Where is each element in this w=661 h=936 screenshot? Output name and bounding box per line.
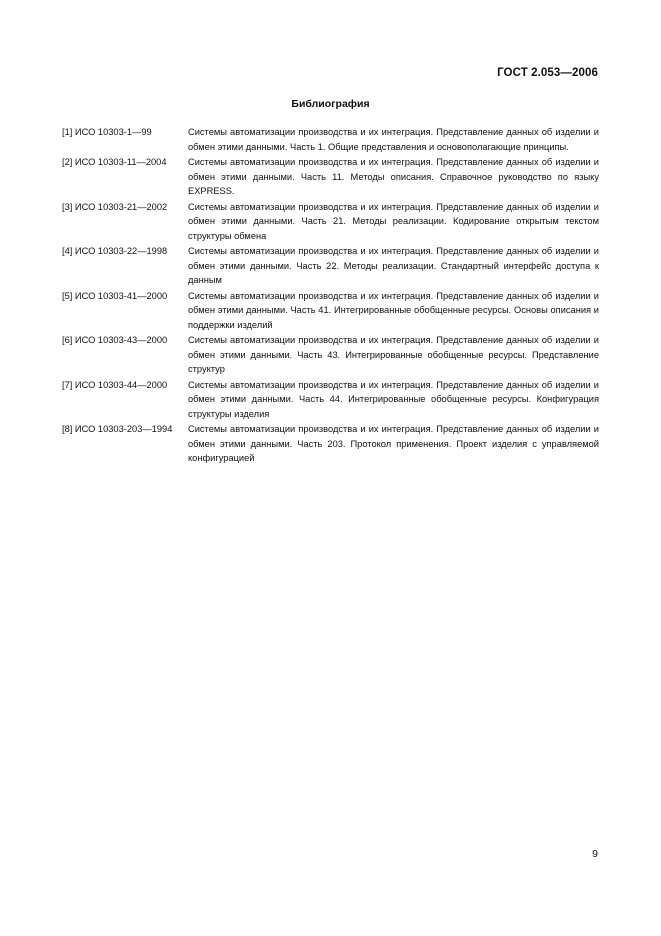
entry-description: Системы автоматизации производства и их интеграция. Представление данных об изделии и обмен этими данными. Часть 41. Интегрированные обобщенные ресурсы. Основы описания и поддержки изделий bbox=[188, 290, 599, 330]
bibliography-list bbox=[62, 125, 599, 467]
page-title: Библиография bbox=[291, 98, 370, 110]
entry-reference: [7] ИСО 10303-44—2000 bbox=[62, 379, 168, 390]
entry-description: Системы автоматизации производства и их интеграция. Представление данных об изделии и обмен этими данными. Часть 22. Методы реализации. Стандартный интерфейс доступа к данным bbox=[188, 246, 599, 285]
bibliography-entry bbox=[62, 244, 599, 288]
entry-reference: [8] ИСО 10303-203—1994 bbox=[62, 424, 173, 434]
entry-description: Системы автоматизации производства и их интеграция. Представление данных об изделии и обмен этими данными. Часть 44. Интегрированные обобщенные ресурсы. Конфигурация структуры изделия bbox=[188, 379, 599, 419]
bibliography-entry bbox=[62, 125, 599, 154]
entry-reference: [4] ИСО 10303-22—1998 bbox=[62, 246, 168, 256]
entry-reference: [3] ИСО 10303-21—2002 bbox=[62, 201, 168, 212]
entry-description: Системы автоматизации производства и их интеграция. Представление данных об изделии и обмен этими данными. Часть 21. Методы реализации. Кодирование открытым текстом структуры обмена bbox=[188, 201, 599, 241]
entry-description: Системы автоматизации производства и их интеграция. Представление данных об изделии и обмен этими данными. Часть 203. Протокол применения. Проект изделия с управляемой конфигурацией bbox=[188, 424, 599, 463]
bibliography-entry bbox=[62, 289, 599, 333]
bibliography-entry bbox=[62, 422, 599, 466]
document-code: ГОСТ 2.053—2006 bbox=[497, 67, 598, 79]
entry-reference: [2] ИСО 10303-11—2004 bbox=[62, 157, 167, 167]
entry-description: Системы автоматизации производства и их интеграция. Представление данных об изделии и обмен этими данными. Часть 1. Общие представления и основополагающие принципы. bbox=[188, 127, 599, 152]
entry-description: Системы автоматизации производства и их интеграция. Представление данных об изделии и обмен этими данными. Часть 43. Интегрированные обобщенные ресурсы. Представление структур bbox=[188, 335, 599, 374]
page-number: 9 bbox=[592, 848, 598, 860]
entry-reference: [6] ИСО 10303-43—2000 bbox=[62, 335, 168, 345]
bibliography-entry bbox=[62, 200, 599, 244]
bibliography-entry bbox=[62, 378, 599, 422]
entry-reference: [1] ИСО 10303-1—99 bbox=[62, 127, 152, 137]
entry-description: Системы автоматизации производства и их интеграция. Представление данных об изделии и обмен этими данными. Часть 11. Методы описания. Справочное руководство по языку EXPRESS. bbox=[188, 157, 599, 196]
bibliography-entry bbox=[62, 333, 599, 377]
entry-reference: [5] ИСО 10303-41—2000 bbox=[62, 290, 168, 301]
bibliography-entry bbox=[62, 155, 599, 199]
